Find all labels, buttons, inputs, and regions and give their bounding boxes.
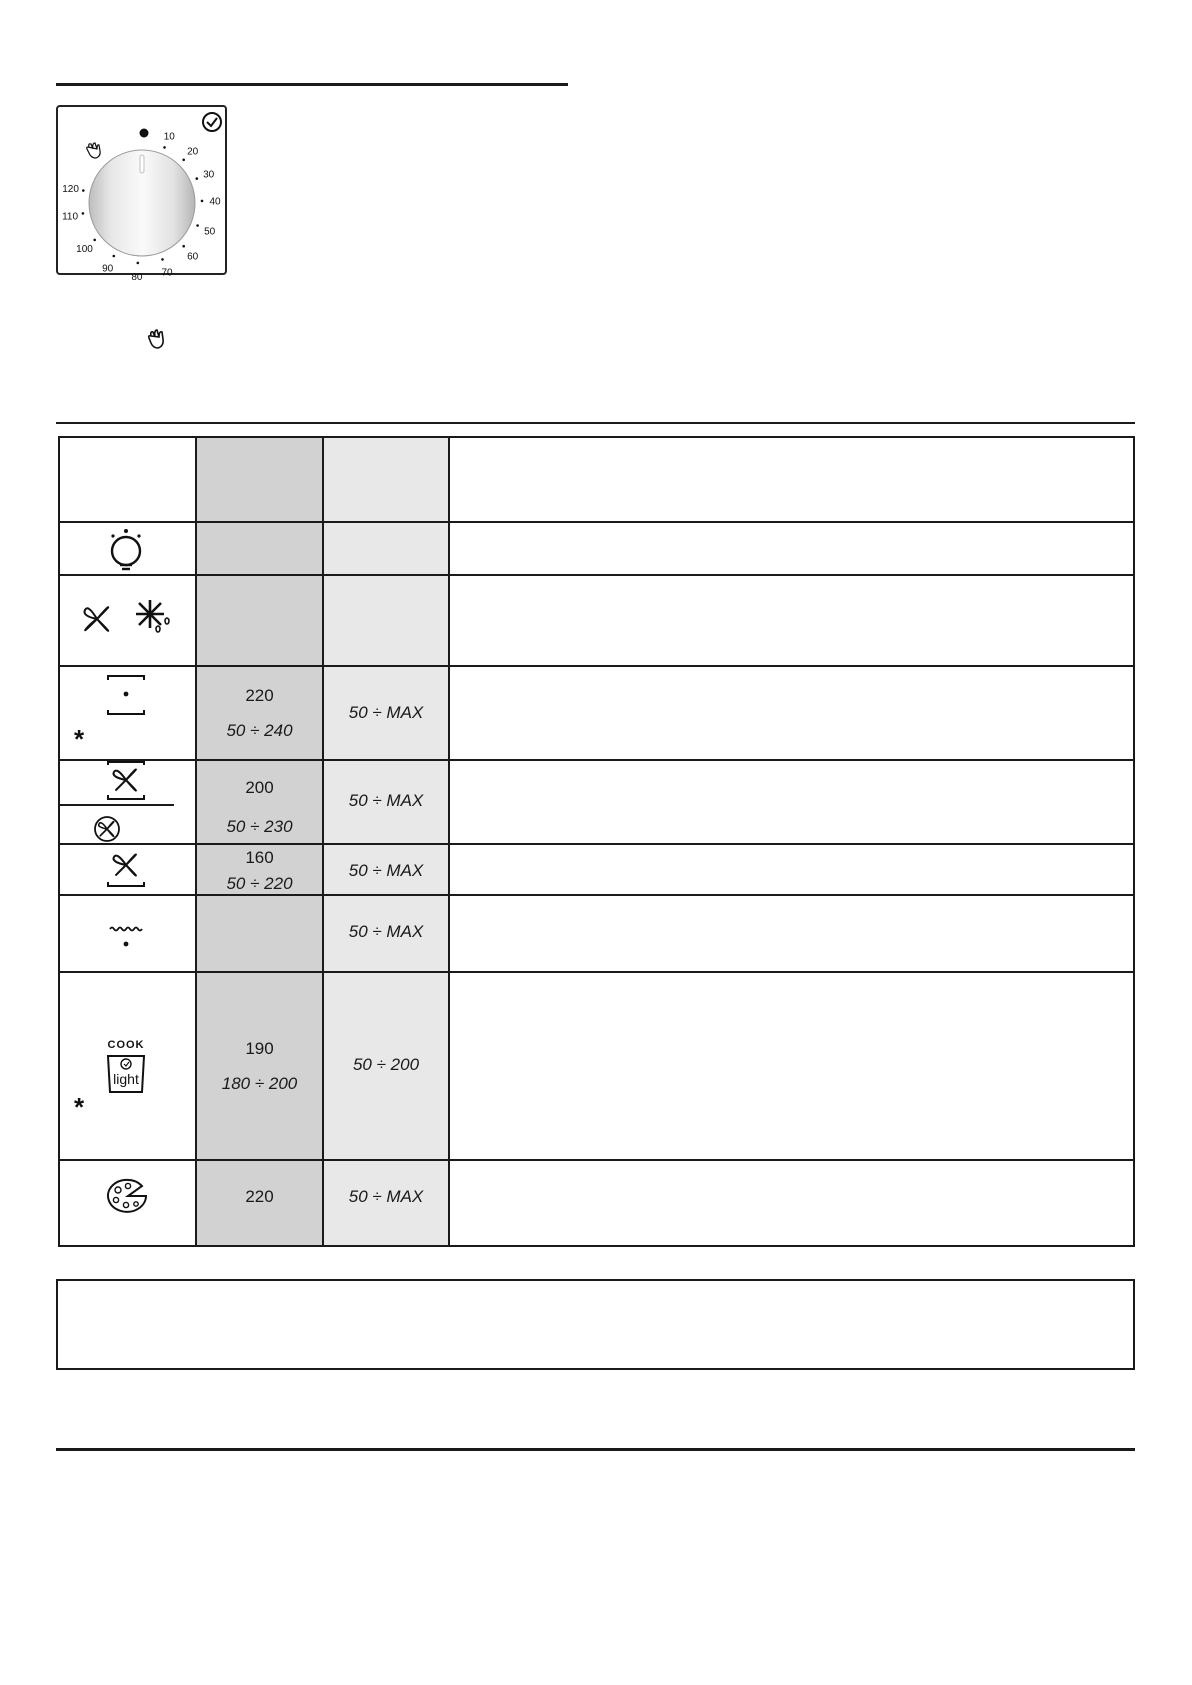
column-divider [195, 438, 197, 1245]
column-divider [448, 438, 450, 1245]
temp-range-fan-ring: 50 ÷ 230 [226, 817, 293, 836]
dial-minute-label: 70 [161, 267, 173, 279]
dial-tick-dot [163, 146, 166, 149]
grill-range-cook-light: 50 ÷ 200 [352, 1055, 420, 1074]
temp-default-fan-ring: 200 [245, 778, 274, 797]
footnote-star: * [74, 724, 85, 754]
dial-minute-label: 80 [131, 271, 143, 283]
dial-tick-dot [201, 200, 204, 203]
temp-default-pizza: 220 [245, 1187, 274, 1206]
temp-default-conventional: 220 [245, 686, 274, 705]
temp-range-cook-light: 180 ÷ 200 [221, 1074, 298, 1093]
temp-default-fan-assisted: 160 [245, 848, 274, 867]
fan-assisted-icon [106, 848, 146, 895]
row-divider [60, 521, 1133, 523]
footnote-star: * [74, 1092, 85, 1122]
dial-tick-dot [182, 159, 185, 162]
dial-tick-dot [82, 212, 85, 215]
dial-minute-label: 120 [62, 183, 79, 195]
bottom-section-rule [56, 1448, 1135, 1451]
oven-functions-table [58, 436, 1135, 1247]
dial-minute-label: 110 [62, 211, 79, 223]
row-divider [60, 843, 1133, 845]
dial-minute-label: 20 [187, 146, 199, 158]
dial-minute-label: 40 [209, 196, 221, 208]
section-rule [56, 422, 1135, 424]
grill-range-conventional: 50 ÷ MAX [348, 703, 424, 722]
grill-range-fan-assisted: 50 ÷ MAX [348, 861, 424, 880]
dial-tick-dot [82, 189, 85, 192]
pizza-icon [104, 1176, 150, 1221]
row-divider [60, 1159, 1133, 1161]
dial-tick-dot [182, 245, 185, 248]
dial-tick-dot [93, 239, 96, 242]
cook-light-word-text: light [113, 1071, 139, 1087]
cook-light-top-text: COOK [107, 1039, 145, 1051]
grill-column-bg [323, 438, 449, 1245]
temp-range-conventional: 50 ÷ 240 [226, 721, 293, 740]
dial-minute-label: 100 [76, 243, 93, 255]
conventional-top-bottom-icon [106, 674, 146, 723]
clock-icon [203, 113, 221, 131]
note-box [56, 1279, 1135, 1370]
dial-minute-label: 90 [102, 263, 114, 275]
dial-tick-dot [161, 258, 164, 261]
timer-dial-illustration [56, 105, 227, 283]
grill-range-grill: 50 ÷ MAX [348, 922, 424, 941]
defrost-icon [132, 598, 172, 643]
grill-icon [106, 924, 146, 959]
fan-circle-icon [92, 814, 122, 849]
temp-default-cook-light: 190 [245, 1039, 274, 1058]
top-heading-rule [56, 83, 568, 86]
grill-range-pizza: 50 ÷ MAX [348, 1187, 424, 1206]
row-divider [60, 574, 1133, 576]
temp-range-fan-assisted: 50 ÷ 220 [226, 874, 293, 893]
manual-hand-icon [87, 143, 101, 158]
row-divider [60, 759, 1133, 761]
fan-ring-heating-icon [106, 761, 146, 806]
dial-tick-dot [196, 224, 199, 227]
row-divider [60, 894, 1133, 896]
dial-minute-label: 50 [204, 226, 216, 238]
oven-lamp-icon [105, 527, 147, 576]
fan-icon [80, 602, 114, 641]
row-divider [60, 665, 1133, 667]
column-divider [322, 438, 324, 1245]
dial-tick-dot [113, 255, 116, 258]
dial-minute-label: 60 [187, 251, 199, 263]
temperature-column-bg [196, 438, 323, 1245]
dial-minute-label: 30 [203, 169, 215, 181]
grill-range-fan-ring: 50 ÷ MAX [348, 791, 424, 810]
cook-light-icon [102, 1038, 150, 1103]
row-divider [60, 971, 1133, 973]
dial-tick-dot [196, 177, 199, 180]
manual-hand-icon [146, 328, 170, 352]
dial-minute-label: 10 [163, 131, 175, 143]
dial-tick-dot [137, 262, 140, 265]
